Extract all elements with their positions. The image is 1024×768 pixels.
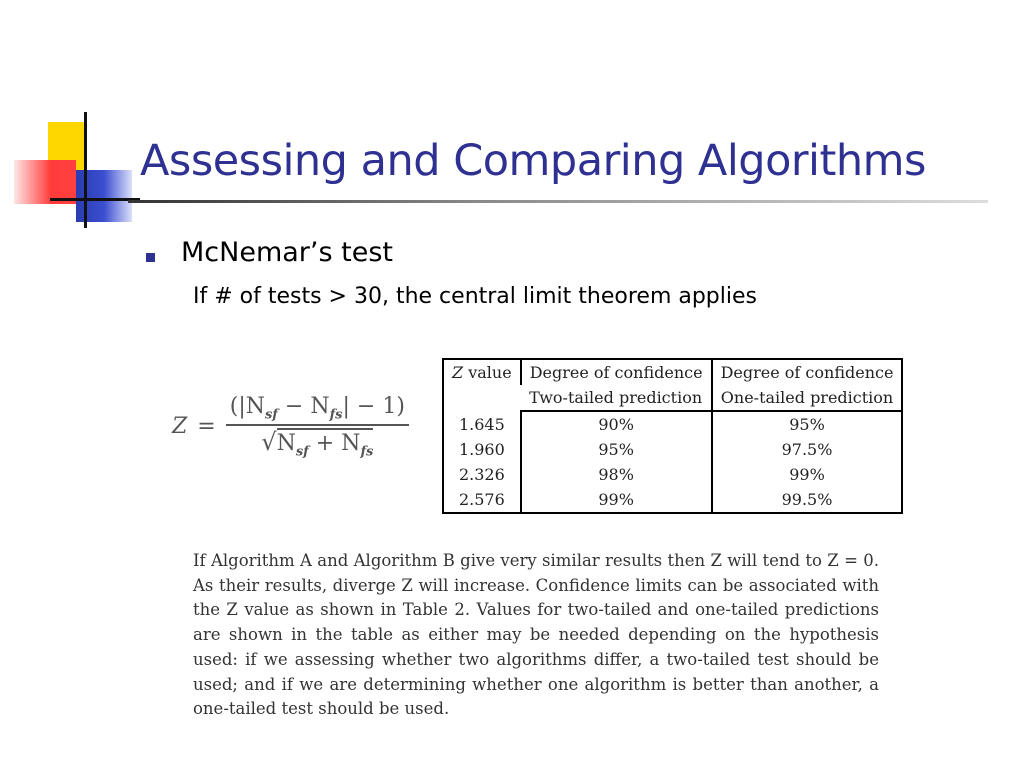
table-header-one-tailed-line2: One-tailed prediction bbox=[712, 385, 903, 411]
confidence-table bbox=[442, 358, 903, 514]
formula-numerator: $(|N_{sf} - N_{fs}| - 1)$ bbox=[226, 394, 409, 426]
decorative-horizontal-line bbox=[50, 198, 140, 201]
table-header-two-tailed-line2: Two-tailed prediction bbox=[521, 385, 712, 411]
bullet-square-icon bbox=[146, 253, 155, 262]
table-row bbox=[443, 462, 902, 487]
decorative-vertical-line bbox=[84, 112, 87, 228]
table-cell-z: 1.645 bbox=[458, 414, 505, 434]
table-cell-two-tailed: 90% bbox=[521, 411, 712, 437]
formula-denominator: $√N_{sf} + N_{fs}$ bbox=[261, 428, 374, 460]
table-cell-z: 2.326 bbox=[458, 465, 505, 484]
table-cell-two-tailed: 95% bbox=[521, 437, 712, 462]
slide-title: Assessing and Comparing Algorithms bbox=[140, 136, 926, 186]
formula-equals: = bbox=[197, 414, 216, 440]
table-header-one-tailed-line1: Degree of confidence bbox=[712, 359, 903, 385]
table-header-z: Z value bbox=[452, 363, 512, 382]
title-underline bbox=[128, 200, 988, 203]
table-row bbox=[443, 437, 902, 462]
table-header-two-tailed-line1: Degree of confidence bbox=[521, 359, 712, 385]
formula-fraction bbox=[226, 394, 409, 460]
explanation-paragraph: If Algorithm A and Algorithm B give very similar results then Z will tend to Z = 0. As their results, diverge Z will increase. Confidence limits can be associated with the Z value as shown in Table 2. Values for two-tailed and one-tailed predictions are shown in the table as either may be needed depending on the hypothesis used: if we assessing whether two algorithms differ, a two-tailed test should be used; and if we are determining whether one algorithm is better than another, a one-tailed test should be used. bbox=[193, 551, 879, 719]
table-cell-one-tailed: 97.5% bbox=[712, 437, 903, 462]
bullet-item: McNemar’s test bbox=[181, 237, 393, 268]
table-cell-two-tailed: 98% bbox=[521, 462, 712, 487]
table-cell-one-tailed: 95% bbox=[712, 411, 903, 437]
mcnemar-formula bbox=[172, 394, 409, 460]
table-cell-z: 1.960 bbox=[458, 440, 505, 459]
table-cell-two-tailed: 99% bbox=[521, 487, 712, 513]
table-row bbox=[443, 411, 902, 437]
sqrt-icon: √ bbox=[261, 428, 277, 457]
formula-lhs: Z bbox=[172, 414, 188, 440]
table-cell-one-tailed: 99% bbox=[712, 462, 903, 487]
table-cell-z: 2.576 bbox=[458, 490, 505, 509]
table-cell-one-tailed: 99.5% bbox=[712, 487, 903, 513]
table-row bbox=[443, 487, 902, 513]
sub-bullet-item: If # of tests > 30, the central limit theorem applies bbox=[193, 284, 757, 309]
